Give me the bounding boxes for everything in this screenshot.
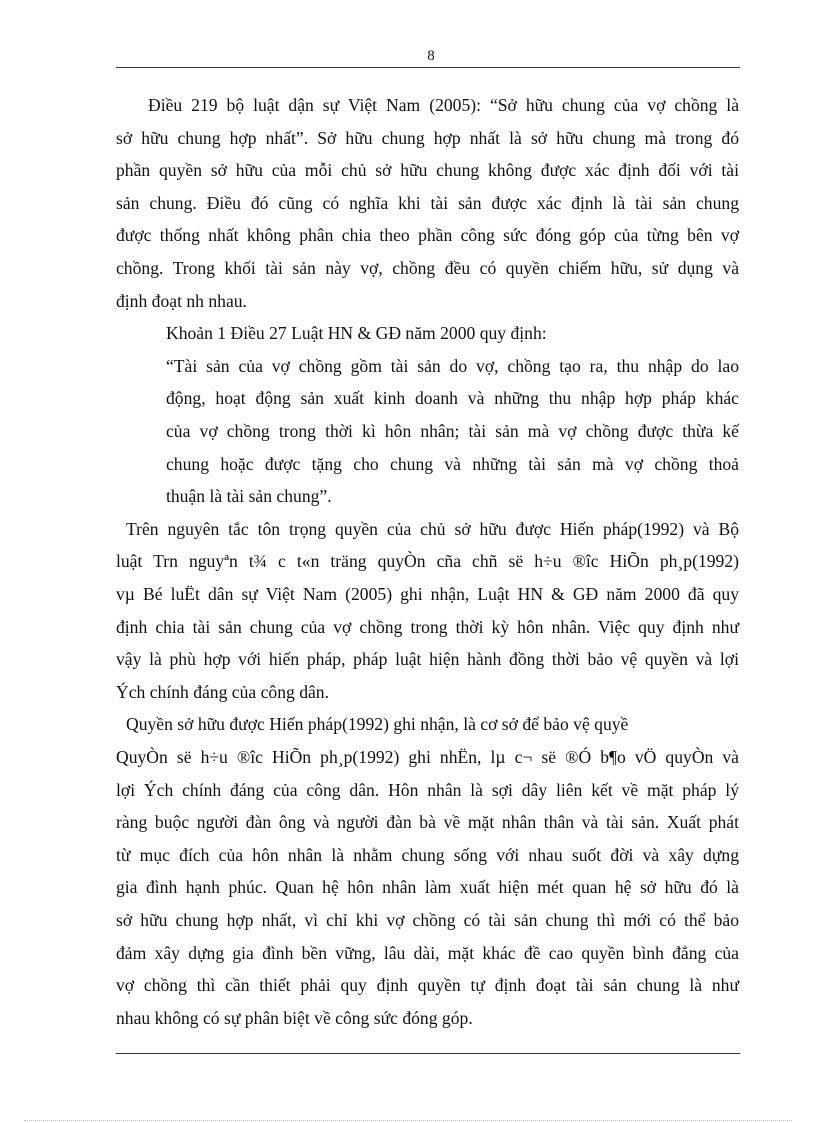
page-number: 8	[427, 48, 435, 64]
text-line: định chia tài sản chung của vợ chồng trong thời kỳ hôn nhân. Việc quy định như	[116, 617, 739, 637]
text-line: chồng. Trong khối tài sản này vợ, chồng đều có quyền chiếm hữu, sử dụng và	[116, 258, 739, 278]
footer-rule	[116, 1053, 740, 1054]
quote-line: thuận là tài sản chung”.	[166, 486, 332, 506]
quote-line: của vợ chồng trong thời kì hôn nhân; tài sản mà vợ chồng được thừa kế	[166, 421, 739, 441]
text-line: vậy là phù hợp với hiến pháp, pháp luật hiện hành đồng thời bảo vệ quyền và lợi	[116, 649, 739, 669]
text-line: phần quyền sở hữu của mỗi chủ sở hữu chung không được xác định đối với tài	[116, 160, 739, 180]
text-line: Khoản 1 Điều 27 Luật HN & GĐ năm 2000 quy định:	[166, 323, 547, 343]
text-line: sở hữu chung hợp nhất”. Sở hữu chung hợp nhất là sở hữu chung mà trong đó	[116, 128, 739, 148]
text-line: sở hữu chung hợp nhất, vì chỉ khi vợ chồng có tài sản chung thì mới có thể bảo	[116, 910, 739, 930]
quote-line: chung hoặc được tặng cho chung và những tài sản mà vợ chồng thoả	[166, 454, 739, 474]
text-line: ràng buộc người đàn ông và người đàn bà về mặt nhân thân và tài sản. Xuất phát	[116, 812, 739, 832]
text-line: vµ Bé luËt dân sự Việt Nam (2005) ghi nhận, Luật HN & GĐ năm 2000 đã quy	[116, 584, 739, 604]
text-line: Ých chính đáng của công dân.	[116, 682, 330, 702]
text-line: Điều 219 bộ luật dận sự Việt Nam (2005): “Sở hữu chung của vợ chồng là	[148, 95, 739, 115]
text-line: lợi Ých chính đáng của công dân. Hôn nhân là sợi dây liên kết về mặt pháp lý	[116, 780, 739, 800]
text-line: gia đình hạnh phúc. Quan hệ hôn nhân làm xuất hiện mét quan hệ sở hữu đó là	[116, 877, 739, 897]
text-line: định đoạt nh nhau.	[116, 291, 247, 311]
page-edge-dotted	[24, 1120, 792, 1121]
text-line: Trên nguyên tắc tôn trọng quyền của chủ sở hữu được Hiến pháp(1992) và Bộ	[126, 519, 739, 539]
text-line: vợ chồng thì cần thiết phải quy định quyền tự định đoạt tài sản chung là như	[116, 975, 739, 995]
text-line: sản chung. Điều đó cũng có nghĩa khi tài sản được xác định là tài sản chung	[116, 193, 739, 213]
text-line: từ mục đích của hôn nhân là nhằm chung sống với nhau suốt đời và xây dựng	[116, 845, 739, 865]
garbled-line: QuyÒn së h÷u ®îc HiÕn ph¸p(1992) ghi nhËn, lµ c¬ së ®Ó b¶o vÖ quyÒn và	[116, 747, 739, 767]
text-line: đảm xây dựng gia đình bền vững, lâu dài, mặt khác đề cao quyền bình đẳng của	[116, 943, 739, 963]
header-rule	[116, 67, 740, 68]
text-line: được thống nhất không phân chia theo phần công sức đóng góp của từng bên vợ	[116, 225, 739, 245]
text-line: nhau không có sự phân biệt về công sức đóng góp.	[116, 1008, 473, 1028]
text-line: Quyền sở hữu được Hiến pháp(1992) ghi nhận, là cơ sở để bảo vệ quyề	[126, 714, 629, 734]
garbled-line: luật Trn nguyªn t¾ c t«n träng quyÒn cña chñ së h÷u ®îc HiÕn ph¸p(1992)	[116, 551, 739, 571]
quote-line: “Tài sản của vợ chồng gồm tài sản do vợ, chồng tạo ra, thu nhập do lao	[166, 356, 739, 376]
quote-line: động, hoạt động sản xuất kinh doanh và những thu nhập hợp pháp khác	[166, 388, 739, 408]
